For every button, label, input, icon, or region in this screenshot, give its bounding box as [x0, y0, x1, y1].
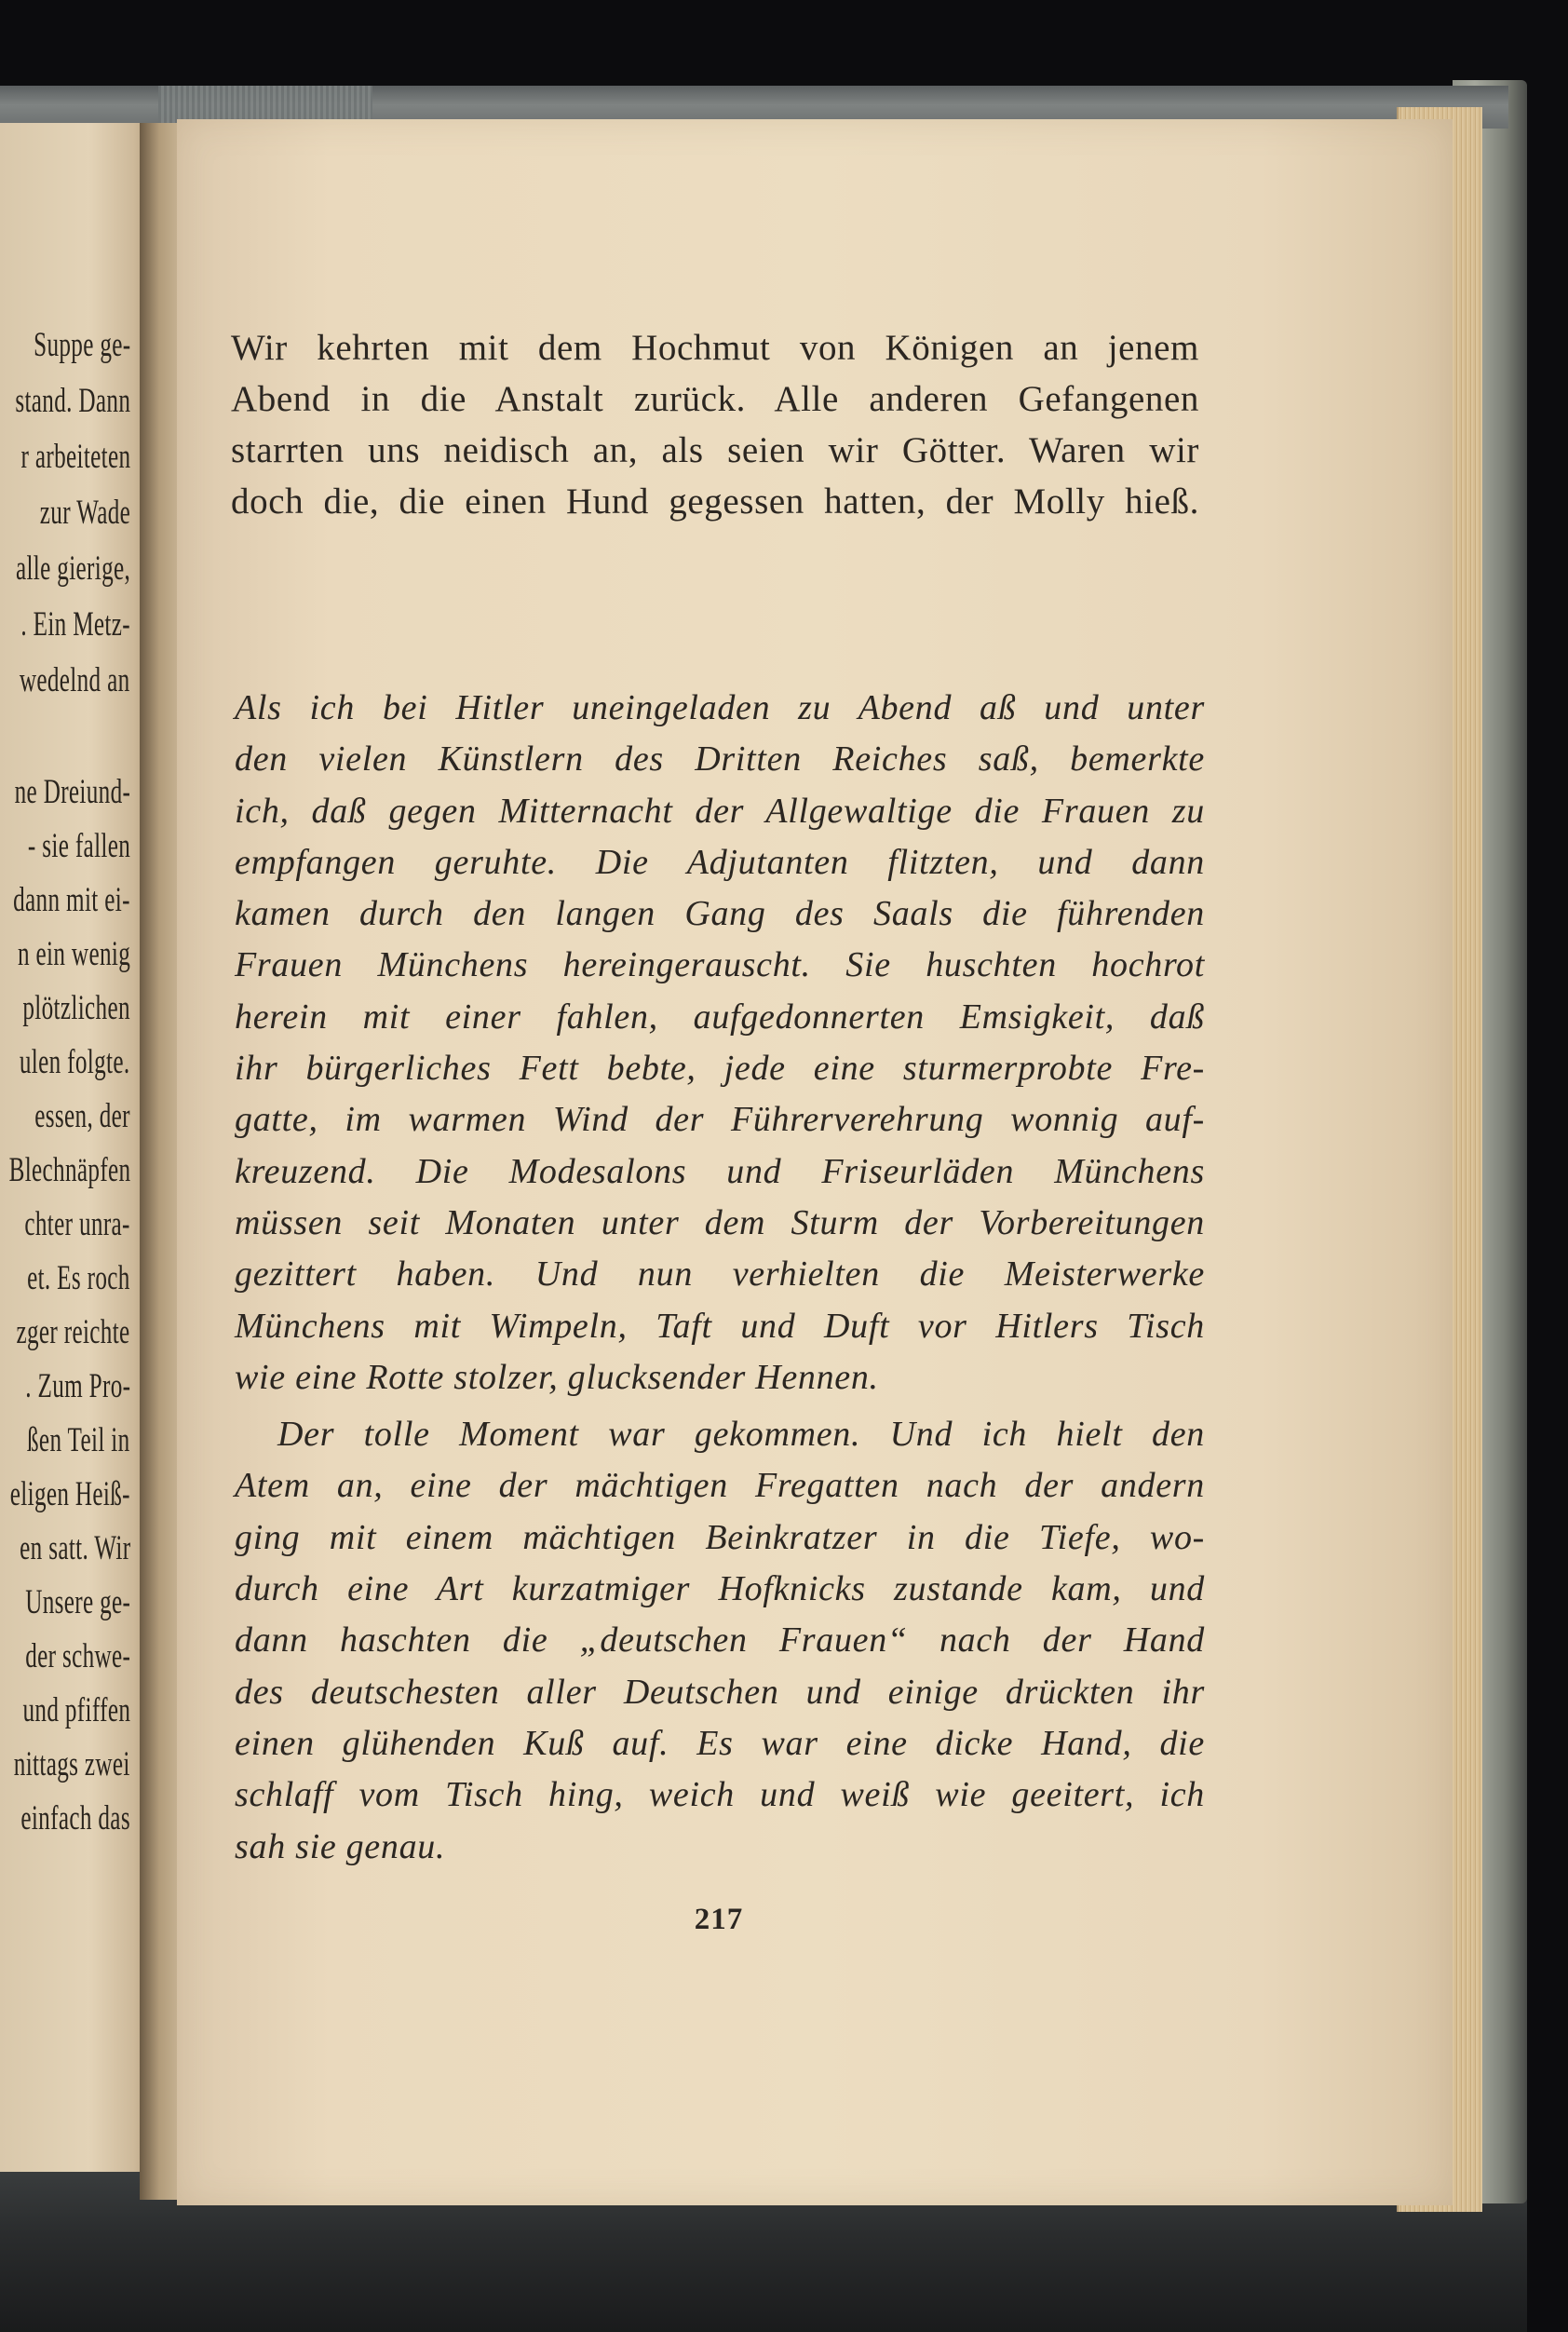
left-page-fragment: wedelnd an — [20, 661, 130, 699]
text-line: doch die, die einen Hund gegessen hatten, der Molly hieß. — [231, 481, 1199, 522]
left-page-fragment: ßen Teil in — [27, 1421, 130, 1459]
left-page-fragment: r arbeiteten — [20, 438, 130, 476]
left-page-fragment: Blechnäpfen — [8, 1151, 130, 1189]
text-line: Abend in die Anstalt zurück. Alle anderen Gefangenen — [231, 379, 1199, 419]
left-page-fragment: ne Dreiund- — [14, 773, 130, 811]
text-line: ihr bürgerliches Fett bebte, jede eine sturmerprobte Fre- — [235, 1049, 1205, 1089]
left-page-fragment: essen, der — [34, 1097, 130, 1135]
text-line: dann haschten die „deutschen Frauen“ nach der Hand — [235, 1620, 1205, 1661]
text-line: kamen durch den langen Gang des Saals die führenden — [235, 894, 1205, 934]
text-line: einen glühenden Kuß auf. Es war eine dicke Hand, die — [235, 1723, 1205, 1763]
left-page-fragment: der schwe- — [24, 1637, 130, 1675]
left-page-fragment: zger reichte — [16, 1313, 130, 1351]
text-line: des deutschesten aller Deutschen und einige drückten ihr — [235, 1672, 1205, 1712]
text-line: empfangen geruhte. Die Adjutanten flitzten, und dann — [235, 842, 1205, 882]
text-line: durch eine Art kurzatmiger Hofknicks zustande kam, und — [235, 1569, 1205, 1609]
text-line: Der tolle Moment war gekommen. Und ich hielt den — [277, 1415, 1205, 1455]
text-line: müssen seit Monaten unter dem Sturm der Vorbereitungen — [235, 1202, 1205, 1242]
left-page-fragment: ulen folgte. — [20, 1043, 130, 1081]
text-line: herein mit einer fahlen, aufgedonnerten Emsigkeit, daß — [235, 997, 1205, 1037]
main-paragraph — [231, 322, 1199, 527]
page-number: 217 — [694, 1903, 744, 1936]
italic-section — [235, 683, 1205, 1873]
left-page-fragment: Unsere ge- — [24, 1583, 130, 1621]
left-page-fragment: . Zum Pro- — [24, 1367, 130, 1405]
left-page-fragment: dann mit ei- — [13, 881, 130, 919]
text-line: schlaff vom Tisch hing, weich und weiß wie geeitert, ich — [235, 1775, 1205, 1815]
text-line: Atem an, eine der mächtigen Fregatten nach der andern — [235, 1466, 1205, 1506]
left-page-fragment: en satt. Wir — [19, 1529, 130, 1567]
left-page-fragment: - sie fallen — [27, 827, 130, 865]
text-line: sah sie genau. — [235, 1826, 446, 1866]
left-facing-page — [0, 123, 149, 2172]
left-page-fragment: stand. Dann — [15, 382, 130, 420]
left-page-fragment: alle gierige, — [15, 549, 130, 588]
text-line: ich, daß gegen Mitternacht der Allgewaltige die Frauen zu — [235, 791, 1205, 831]
left-page-fragment: und pfiffen — [22, 1691, 130, 1729]
text-line: Münchens mit Wimpeln, Taft und Duft vor Hitlers Tisch — [235, 1306, 1205, 1346]
left-page-fragment: Suppe ge- — [33, 326, 130, 364]
left-page-fragment: chter unra- — [24, 1205, 130, 1243]
left-page-fragment: nittags zwei — [14, 1745, 130, 1783]
text-line: gezittert haben. Und nun verhielten die Meisterwerke — [235, 1254, 1205, 1295]
text-line: starrten uns neidisch an, als seien wir Götter. Waren wir — [231, 430, 1199, 470]
left-page-fragment: . Ein Metz- — [20, 605, 130, 644]
text-line: ging mit einem mächtigen Beinkratzer in die Tiefe, wo- — [235, 1517, 1205, 1557]
left-page-fragment: plötzlichen — [22, 989, 130, 1027]
text-line: Wir kehrten mit dem Hochmut von Königen an jenem — [231, 328, 1199, 368]
text-line: kreuzend. Die Modesalons und Friseurläden Münchens — [235, 1151, 1205, 1191]
left-page-fragment: n ein wenig — [17, 935, 130, 973]
left-page-fragment: eligen Heiß- — [9, 1475, 130, 1513]
left-page-fragment: zur Wade — [39, 494, 130, 532]
text-line: gatte, im warmen Wind der Führerverehrung wonnig auf- — [235, 1100, 1205, 1140]
text-line: Als ich bei Hitler uneingeladen zu Abend aß und unter — [235, 688, 1205, 727]
text-line: wie eine Rotte stolzer, glucksender Hennen. — [235, 1357, 879, 1397]
text-line: Frauen Münchens hereingerauscht. Sie huschten hochrot — [235, 945, 1205, 985]
text-line: den vielen Künstlern des Dritten Reiches saß, bemerkte — [235, 739, 1205, 780]
left-page-fragment: et. Es roch — [27, 1259, 130, 1297]
left-page-fragment: einfach das — [20, 1799, 130, 1837]
